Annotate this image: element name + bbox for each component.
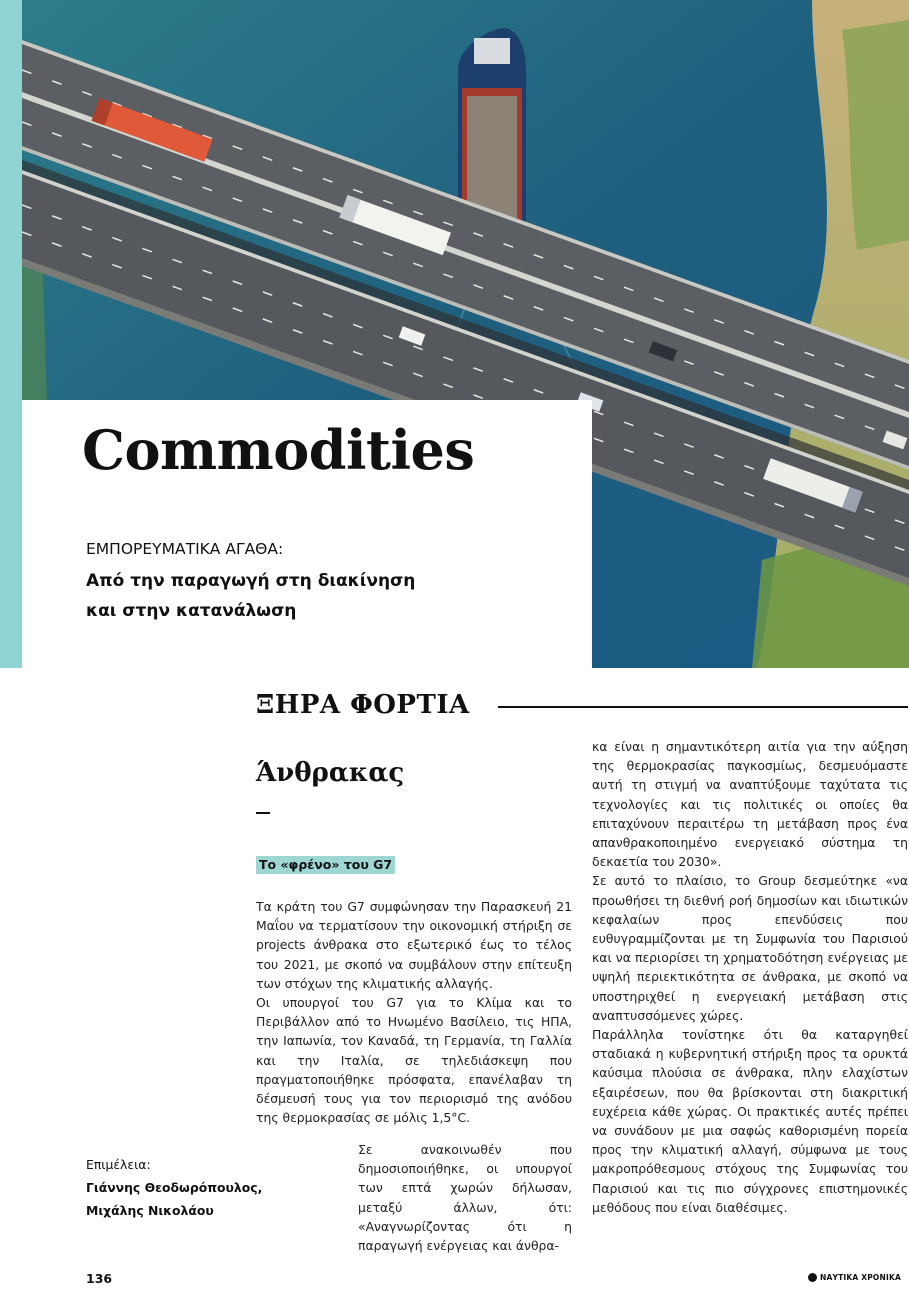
- credit-name: Μιχάλης Νικολάου: [86, 1203, 214, 1218]
- brand-name: ΝΑΥΤΙΚΑ ΧΡΟΝΙΚΑ: [820, 1273, 901, 1282]
- paragraph: Οι υπουργοί του G7 για το Κλίμα και το Περιβάλλον από το Ηνωμένο Βασίλειο, τις ΗΠΑ, την Ιαπωνία, τον Καναδά, τη Γερμανία, τη Γαλλία και την Ιταλία, σε τηλεδιάσκεψη που πραγματοποιήθηκε πρόσφατα, επανέλαβαν τη δέσμευσή τους για τον περιορισμό της ανόδου της θερμοκρασίας σε μόλις 1,5°C.: [256, 995, 572, 1126]
- accent-bar: [0, 0, 22, 668]
- subtitle: [86, 566, 566, 626]
- paragraph: Σε αυτό το πλαίσιο, το Group δεσμεύτηκε «να προωθήσει τη διεθνή ροή δημοσίων και ιδιωτικών κεφαλαίων προς επενδύσεις που ευθυγραμμίζονται με τη Συμφωνία του Παρισιού και να περιορίσει τη χρηματοδότηση ενέργειας με υψηλή περιεκτικότητα σε άνθρακα, με σκοπό να υποστηριχθεί η ενεργειακή μετάβαση στις αναπτυσσόμενες χώρες.: [592, 873, 908, 1023]
- article-title: Άνθρακας: [256, 758, 405, 788]
- article-column-right: [592, 737, 908, 1217]
- credit-label: Επιμέλεια:: [86, 1157, 151, 1172]
- article-column-left: [256, 897, 572, 1127]
- credit-name: Γιάννης Θεοδωρόπουλος,: [86, 1180, 263, 1195]
- kicker: ΕΜΠΟΡΕΥΜΑΤΙΚΑ ΑΓΑΘΑ:: [86, 540, 284, 558]
- section-divider: [498, 706, 908, 708]
- title-dash: [256, 812, 270, 814]
- page-title: Commodities: [82, 418, 475, 482]
- highlight-subhead: Το «φρένο» του G7: [256, 856, 395, 874]
- subtitle-line: Από την παραγωγή στη διακίνηση: [86, 571, 416, 591]
- paragraph: κα είναι η σημαντικότερη αιτία για την αύξηση της θερμοκρασίας παγκοσμίως, δεσμευόμαστε αυτή τη στιγμή να αναπτύξουμε ταχύτατα τις τεχνολογίες και τις πολιτικές οι οποίες θα επιταχύνουν περαιτέρω τη μετάβαση προς ένα απανθρακοποιημένο ενεργειακό σύστημα τη δεκαετία του 2030».: [592, 739, 908, 870]
- editor-credit: [86, 1153, 262, 1222]
- page-number: 136: [86, 1271, 113, 1286]
- subtitle-line: και στην κατανάλωση: [86, 601, 297, 621]
- paragraph: Σε ανακοινωθέν που δημοσιοποιήθηκε, οι υπουργοί των επτά χωρών δήλωσαν, μεταξύ άλλων, ότι: «Αναγνωρίζοντας ότι η παραγωγή ενέργειας και άνθρα-: [358, 1142, 572, 1254]
- brand-logo-icon: [808, 1273, 817, 1282]
- paragraph: Παράλληλα τονίστηκε ότι θα καταργηθεί σταδιακά η κυβερνητική στήριξη προς τα ορυκτά καύσιμα πλούσια σε άνθρακα, πλην ελαχίστων εξαιρέσεων, που θα βρίσκονται στη διακριτική ευχέρεια κάθε χώρας. Οι πρακτικές αυτές πρέπει να συνάδουν με μια σαφώς καθορισμένη πορεία προς την κλιματική αλλαγή, σύμφωνα με τους μακροπρόθεσμους στόχους της Συμφωνίας του Παρισιού και τις πιο σύγχρονες επιστημονικές μεθόδους που είναι διαθέσιμες.: [592, 1027, 908, 1215]
- publication-brand: [808, 1273, 901, 1282]
- paragraph: Τα κράτη του G7 συμφώνησαν την Παρασκευή 21 Μαΐου να τερματίσουν την οικονομική στήριξη σε projects άνθρακα στο εξωτερικό έως το τέλος του 2021, με σκοπό να συμβάλουν στην επίτευξη των στόχων της κλιματικής αλλαγής.: [256, 899, 572, 991]
- article-column-left-indented: [358, 1140, 572, 1255]
- section-heading: ΞΗΡΑ ΦΟΡΤΙΑ: [256, 690, 470, 720]
